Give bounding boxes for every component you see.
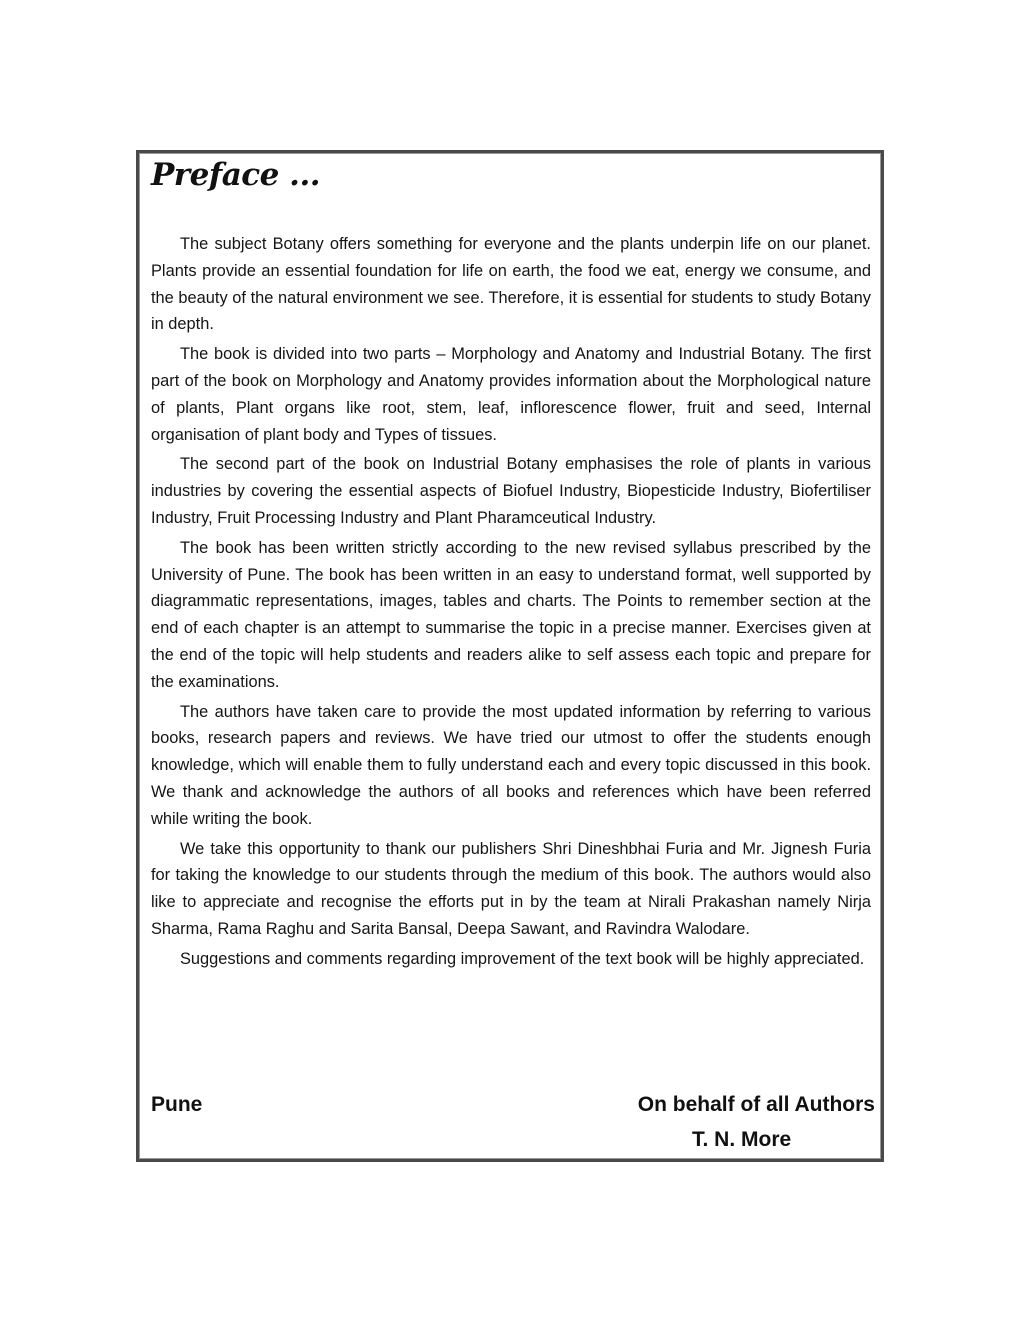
paragraph: The subject Botany offers something for everyone and the plants underpin life on our planet. Plants provide an essential foundation for life on earth, the food we eat, energy we consume, and the beauty of the natural environment we see. Therefore, it is essential for students to study Botany in depth. <box>151 235 871 334</box>
paragraph: The authors have taken care to provide the most updated information by referring to various books, research papers and reviews. We have tried our utmost to offer the students enough knowledge, which will enable them to fully understand each and every topic discussed in this book. We thank and acknowledge the authors of all books and references which have been referred while writing the book. <box>151 702 871 828</box>
paragraph: We take this opportunity to thank our publishers Shri Dineshbhai Furia and Mr. Jignesh Furia for taking the knowledge to our students through the medium of this book. The authors would also like to appreciate and recognise the efforts put in by the team at Nirali Prakashan namely Nirja Sharma, Rama Raghu and Sarita Bansal, Deepa Sawant, and Ravindra Walodare. <box>151 839 871 938</box>
preface-body <box>151 231 871 976</box>
signoff-on-behalf: On behalf of all Authors <box>637 1093 875 1116</box>
signoff-author-name: T. N. More <box>692 1128 792 1151</box>
paragraph: The book is divided into two parts – Morphology and Anatomy and Industrial Botany. The first part of the book on Morphology and Anatomy provides information about the Morphological nature of plants, Plant organs like root, stem, leaf, inflorescence flower, fruit and seed, Internal organisation of plant body and Types of tissues. <box>151 345 871 444</box>
preface-frame <box>136 150 884 1162</box>
paragraph: The book has been written strictly according to the new revised syllabus prescribed by the University of Pune. The book has been written in an easy to understand format, well supported by diagrammatic representations, images, tables and charts. The Points to remember section at the end of each chapter is an attempt to summarise the topic in a precise manner. Exercises given at the end of the topic will help students and readers alike to self assess each topic and prepare for the examinations. <box>151 538 871 691</box>
paragraph: Suggestions and comments regarding improvement of the text book will be highly appreciated. <box>180 949 865 968</box>
paragraph: The second part of the book on Industrial Botany emphasises the role of plants in various industries by covering the essential aspects of Biofuel Industry, Biopesticide Industry, Biofertiliser Industry, Fruit Processing Industry and Plant Pharamceutical Industry. <box>151 455 871 527</box>
page-title: Preface ... <box>151 157 321 193</box>
signoff-place: Pune <box>151 1093 203 1116</box>
